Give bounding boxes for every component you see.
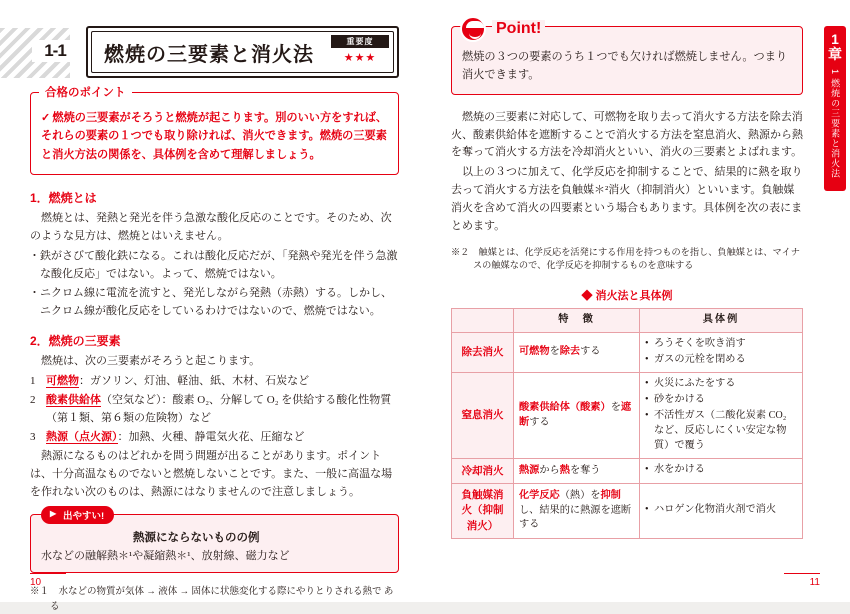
point-label: Point! [492,20,545,38]
pass-point-box [30,87,399,175]
element-text: ：加熱、火種、静電気火花、圧縮など [117,430,305,443]
point-text: 燃焼の３つの要素のうち１つでも欠ければ燃焼しません。つまり消火できます。 [462,51,788,81]
importance-badge [331,35,389,66]
right-paragraph-1: 燃焼の三要素に対応して、可燃物を取り去って消火する方法を除去消火、酸素供給体を遮断することで消火する方法を窒息消火、熱源から熱を奪って消火する方法を冷却消火といい、消火の三要素とよばれます。 [451,110,803,159]
method-name: 負触媒消火（抑制消火） [452,484,514,539]
section-number: 1-1 [32,40,78,62]
table-row [452,332,803,373]
list-item [30,392,399,428]
list-item: • 不活性ガス（二酸化炭素 CO₂ など、反応しにくい安定な物質）で覆う [645,409,797,453]
method-name: 窒息消火 [452,373,514,459]
method-feature: 化学反応（熱）を抑制し、結果的に熱源を遮断する [514,484,640,539]
chapter-tab [824,26,846,191]
method-examples [640,484,803,539]
method-examples [640,373,803,459]
page-title: 燃焼の三要素と消火法 [104,43,314,66]
list-item: • ガスの元栓を閉める [645,353,797,368]
right-content [451,20,803,539]
importance-label: 重要度 [331,35,389,48]
teacher-face-icon [460,16,486,42]
list-item: • 砂をかける [645,393,797,408]
page-number-right: 11 [809,577,820,588]
heading-section-1: 1．燃焼とは [30,191,97,206]
chapter-unit: 章 [828,46,842,63]
section-2-paragraph: 燃焼は、次の三要素がそろうと起こります。 [41,355,261,368]
method-feature: 酸素供給体（酸素）を遮断する [514,373,640,459]
left-page-header [30,26,399,82]
section-2-note: 熱源になるものはどれかを問う問題が出ることがあります。ポイントは、十分高温なものでないと燃焼しないことです。また、一般に高温な場を作れない次のものは、熱源にはなりませんので注意しましょう。 [30,450,393,499]
point-box [451,20,803,95]
table-row [452,373,803,459]
element-label: 酸素供給体 [46,393,101,406]
table-row [452,459,803,484]
list-number: 2 [30,393,36,406]
left-footnote: ※１ 水などの物質が気体 → 液体 → 固体に状態変化する際にやりとりされる熱で ある [30,587,394,612]
list-item: ・ 鉄がさびて酸化鉄になる。これは酸化反応だが、「発熱や発光を伴う急激な酸化反応」ではない。よって、燃焼ではない。 [30,248,399,284]
chapter-tab-title: 1 燃焼の三要素と消火法 [830,68,841,179]
list-number: 3 [30,430,36,443]
right-paragraph-2: 以上の３つに加えて、化学反応を抑制することで、結果的に熱を取り去って消火する方法を負触媒＊²消火（抑制消火）といいます。負触媒消火を含めて消火の四要素という場合もあります。具体例を次の表にまとめます。 [451,166,803,232]
list-item: • 火災にふたをする [645,377,797,392]
section-title-bar [86,26,399,78]
list-number: 1 [30,375,36,388]
left-page [0,0,425,612]
pass-point-text: ✓ 燃焼の三要素がそろうと燃焼が起こります。別のいい方をすれば、それらの要素の１つでも取り除ければ、消火できます。燃焼の三要素と消火方法の関係を、具体例を含めて理解しましょう。 [41,112,388,161]
element-text: （空気など）：酸素 O₂、分解して O₂ を供給する酸化性物質（第１類、第６類の危険物）など [46,393,392,424]
pass-point-heading: 合格のポイント [39,84,132,100]
deyasui-body: 水などの融解熱＊¹や凝縮熱＊¹、放射線、磁力など [41,549,290,562]
method-feature: 可燃物を除去する [514,332,640,373]
list-item [30,373,399,391]
folio-rule-left [30,573,66,574]
check-icon: ✓ [41,112,51,124]
method-feature: 熱源から熱を奪う [514,459,640,484]
section-1-bullets [30,248,399,320]
table-caption: ◆ 消火法と具体例 [581,290,673,303]
list-item: • ハロゲン化物消火剤で消火 [645,503,797,518]
fire-extinguish-table [451,308,803,539]
table-header-examples: 具体例 [640,309,803,333]
importance-stars: ★★★ [343,52,377,64]
table-row [452,484,803,539]
right-footnote: ※２ 触媒とは、化学反応を活発にする作用を持つものを指し、負触媒とは、マイナスの触媒なので、化学反応を抑制するものを意味する [451,246,800,271]
point-header [460,16,545,42]
right-page [425,0,850,602]
deyasui-heading: 熱源にならないものの例 [133,531,260,544]
method-name: 冷却消火 [452,459,514,484]
table-header-blank [452,309,514,333]
table-header-feature: 特 徴 [514,309,640,333]
method-examples [640,459,803,484]
deyasui-box [30,510,399,574]
element-label: 熱源（点火源） [46,430,118,443]
chapter-number: 1 [831,31,839,47]
table-header-row [452,309,803,333]
list-item [30,429,399,447]
list-item: • 水をかける [645,463,797,478]
heading-section-2: 2．燃焼の三要素 [30,334,121,349]
section-1-paragraph: 燃焼とは、発熱と発光を伴う急激な酸化反応のことです。そのため、次のような見方は、燃焼とはいえません。 [30,212,392,243]
element-label: 可燃物 [46,375,79,388]
list-item: ・ ニクロム線に電流を流すと、発光しながら発熱（赤熱）する。しかし、ニクロム線が酸化反応をしているわけではないので、燃焼ではない。 [30,285,399,321]
method-name: 除去消火 [452,332,514,373]
element-text: ：ガソリン、灯油、軽油、紙、木材、石炭など [79,375,310,388]
page-number-left: 10 [30,577,42,588]
folio-rule-right [784,573,820,574]
method-examples [640,332,803,373]
three-elements-list [30,373,399,446]
deyasui-tab-label: ▶ 出やすい! [41,506,114,524]
list-item: • ろうそくを吹き消す [645,337,797,352]
